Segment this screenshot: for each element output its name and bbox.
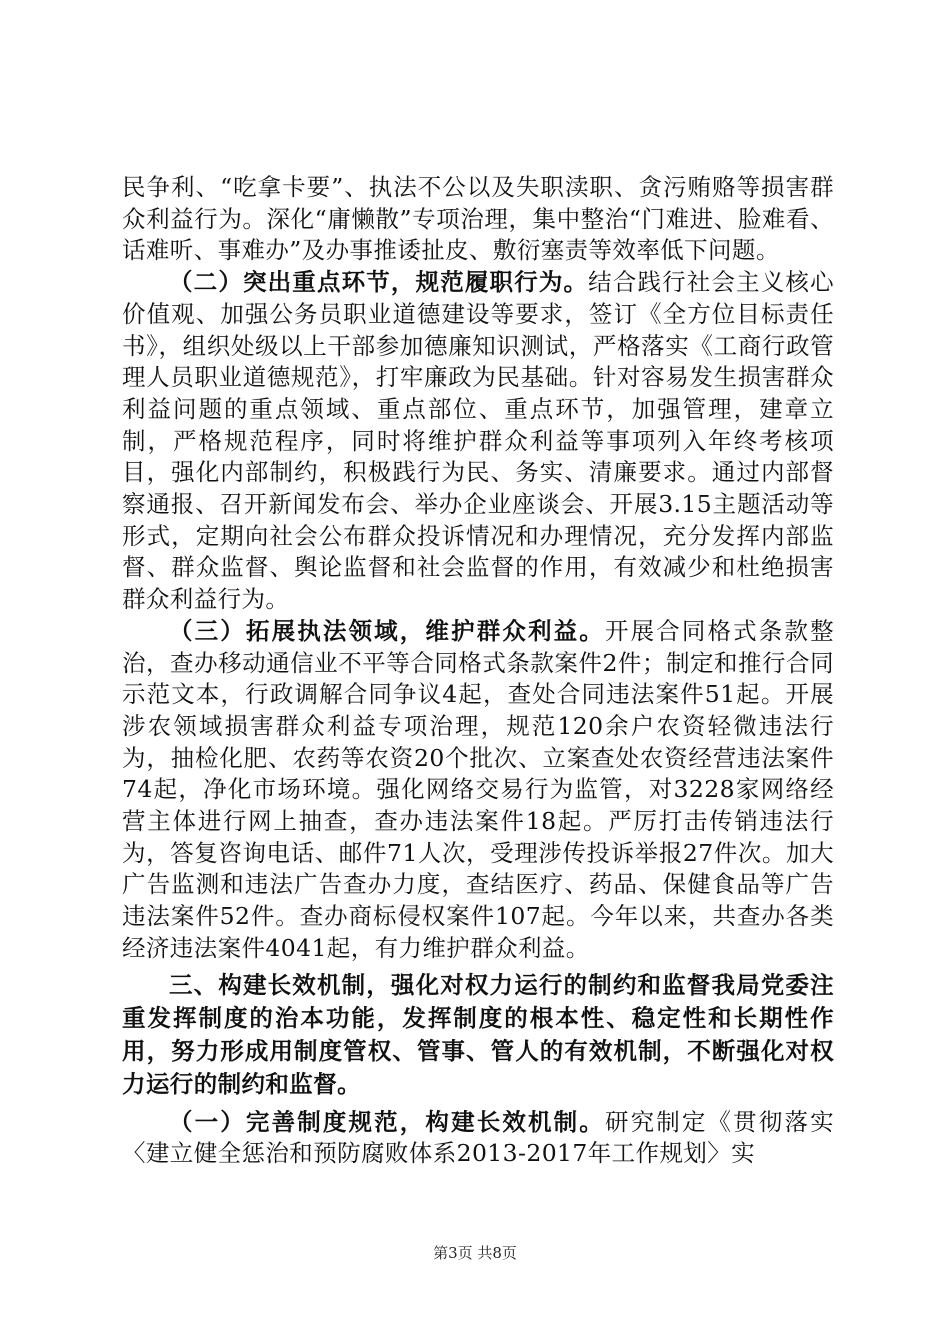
paragraph-1: 民争利、“吃拿卡要”、执法不公以及失职渎职、贪污贿赂等损害群众利益行为。深化“庸懒散”专项治理，集中整治“门难进、脸难看、话难听、事难办”及办事推诿扯皮、敷衍塞责等效率低下问题。 <box>122 173 834 265</box>
document-body <box>122 172 834 1170</box>
paragraph-4-lead: （一）完善制度规范，构建长效机制。 <box>169 1107 605 1136</box>
paragraph-3-body: 开展合同格式条款整治，查办移动通信业不平等合同格式条款案件2件；制定和推行合同示范文本，行政调解合同争议4起，查处合同违法案件51起。开展涉农领域损害群众利益专项治理，规范120余户农资轻微违法行为，抽检化肥、农药等农资20个批次、立案查处农资经营违法案件74起，净化市场环境。强化网络交易行为监管，对3228家网络经营主体进行网上抽查，查办违法案件18起。严厉打击传销违法行为，答复咨询电话、邮件71人次，受理涉传投诉举报27件次。加大广告监测和违法广告查办力度，查结医疗、药品、保健食品等广告违法案件52件。查办商标侵权案件107起。今年以来，共查办各类经济违法案件4041起，有力维护群众利益。 <box>122 616 834 962</box>
paragraph-2 <box>122 267 834 616</box>
paragraph-2-body: 结合践行社会主义核心价值观、加强公务员职业道德建设等要求，签订《全方位目标责任书》，组织处级以上干部参加德廉知识测试，严格落实《工商行政管理人员职业道德规范》，打牢廉政为民基础。针对容易发生损害群众利益问题的重点领域、重点部位、重点环节，加强管理，建章立制，严格规范程序，同时将维护群众利益等事项列入年终考核项目，强化内部制约，积极践行为民、务实、清廉要求。通过内部督察通报、召开新闻发布会、举办企业座谈会、开展3.15主题活动等形式，定期向社会公布群众投诉情况和办理情况，充分发挥内部监督、群众监督、舆论监督和社会监督的作用，有效减少和杜绝损害群众利益行为。 <box>122 268 834 614</box>
paragraph-3-lead: （三）拓展执法领域，维护群众利益。 <box>169 616 605 645</box>
paragraph-4 <box>122 1107 834 1170</box>
paragraph-2-lead: （二）突出重点环节，规范履职行为。 <box>169 268 589 297</box>
page-footer: 第3页 共8页 <box>433 1244 517 1262</box>
section-heading-3: 三、构建长效机制，强化对权力运行的制约和监督我局党委注重发挥制度的治本功能，发挥制度的根本性、稳定性和长期性作用，努力形成用制度管权、管事、管人的有效机制，不断强化对权力运行的制约和监督。 <box>122 970 834 1098</box>
paragraph-3 <box>122 616 834 965</box>
paragraph-4-body: 研究制定《贯彻落实〈建立健全惩治和预防腐败体系2013-2017年工作规划〉实 <box>122 1107 834 1168</box>
